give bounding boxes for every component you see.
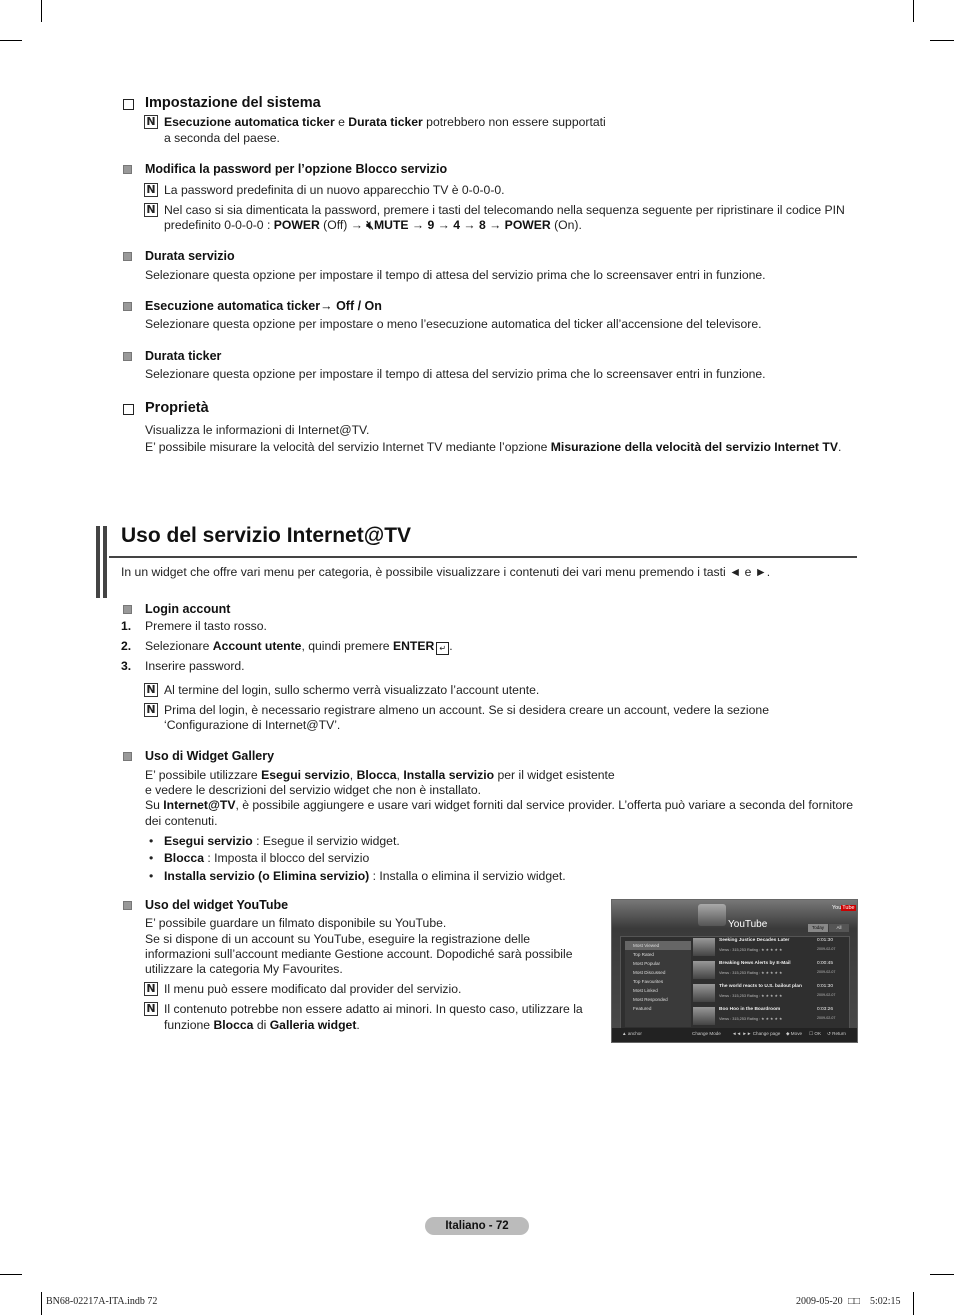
note-text: Esecuzione automatica ticker e Durata ticker potrebbero non essere supportati (164, 115, 606, 129)
step-text: Selezionare Account utente, quindi premere ENTER ↵ . (145, 639, 453, 653)
widget-brand: YouTube (728, 919, 768, 930)
video-item[interactable] (693, 1006, 845, 1026)
youtube-widget-screenshot (611, 899, 858, 1043)
square-bullet (123, 605, 132, 614)
note-icon: N (144, 203, 158, 217)
video-item[interactable] (693, 983, 845, 1003)
item-heading: Esecuzione automatica ticker→ Off / On (145, 299, 382, 313)
footer-hint: ↺ Return (827, 1031, 846, 1036)
note-icon: N (144, 683, 158, 697)
footer-time: 5:02:15 (870, 1296, 901, 1307)
item-heading: Uso del widget YouTube (145, 898, 289, 912)
title-rule (109, 556, 857, 558)
crop-mark (930, 1274, 954, 1275)
enter-icon: ↵ (436, 642, 449, 655)
video-duration: 0:01:30 (817, 938, 834, 943)
footer-hint: ◆ Move (786, 1031, 803, 1036)
body-text: Selezionare questa opzione per impostare il tempo di attesa del servizio prima che lo screensaver entri in funzione. (145, 268, 766, 282)
intro-text: In un widget che offre vari menu per categoria, è possibile visualizzare i contenuti dei vari menu premendo i tasti ◄ e ►. (121, 565, 771, 579)
title-bar-decoration (96, 526, 100, 598)
item-heading: Login account (145, 602, 231, 616)
footer-hint: ◄◄ ►► Change page (732, 1031, 781, 1036)
video-title: Breaking News Alerts by E-Mail (719, 961, 791, 966)
menu-item[interactable]: Most Discussed (633, 970, 666, 975)
crop-mark (930, 40, 954, 41)
section-heading: Proprietà (145, 400, 209, 416)
video-duration: 0:01:30 (817, 984, 834, 989)
note-text: funzione Blocca di Galleria widget. (164, 1018, 360, 1032)
video-views: Views : 315,253 Rating : ★ ★ ★ ★ ★ (719, 1017, 783, 1021)
video-date: 2009-02-07 (817, 1016, 836, 1020)
mute-icon: 🔇︎ (366, 218, 374, 232)
video-thumbnail (693, 1007, 715, 1025)
menu-item[interactable]: Most Responded (633, 997, 668, 1002)
crop-mark (913, 1292, 914, 1315)
note-text: Il contenuto potrebbe non essere adatto ai minori. In questo caso, utilizzare la (164, 1002, 583, 1016)
menu-item[interactable]: Most Popular (633, 961, 661, 966)
body-text: utilizzare la categoria My Favourites. (145, 962, 343, 976)
video-item[interactable] (693, 960, 845, 980)
square-bullet (123, 302, 132, 311)
step-text: Premere il tasto rosso. (145, 619, 267, 633)
body-text: Visualizza le informazioni di Internet@TV. (145, 423, 370, 437)
widget-content (620, 936, 850, 1032)
footer-hint: ☐ OK (809, 1031, 822, 1036)
note-text: Al termine del login, sullo schermo verrà visualizzato l’account utente. (164, 683, 540, 697)
body-text: Selezionare questa opzione per impostare il tempo di attesa del servizio prima che lo screensaver entri in funzione. (145, 367, 766, 381)
video-title: Seeking Justice Decades Later (719, 938, 790, 943)
note-text: Prima del login, è necessario registrare almeno un account. Se si desidera creare un account, vedere la sezione (164, 703, 769, 717)
menu-item[interactable]: Featured (633, 1006, 652, 1011)
body-text: Selezionare questa opzione per impostare o meno l’esecuzione automatica del ticker all’accensione del televisore. (145, 317, 762, 331)
step-item: 3. (121, 659, 132, 673)
menu-item[interactable]: Most Viewed (625, 941, 691, 950)
item-heading: Durata ticker (145, 349, 222, 363)
video-date: 2009-02-07 (817, 970, 836, 974)
bullet-item: Blocca : Imposta il blocco del servizio (164, 851, 370, 865)
note-text: predefinito 0-0-0-0 : POWER (Off) → 🔇︎MUTE → 9 → 4 → 8 → POWER (On). (164, 218, 582, 232)
square-bullet (123, 901, 132, 910)
body-text: dei contenuti. (145, 814, 218, 828)
step-text: Inserire password. (145, 659, 245, 673)
video-duration: 0:03:26 (817, 1007, 834, 1012)
note-icon: N (144, 183, 158, 197)
item-heading: Durata servizio (145, 249, 235, 263)
video-thumbnail (693, 938, 715, 956)
bullet-dot: • (149, 834, 154, 848)
crop-mark (0, 1274, 22, 1275)
body-text: e vedere le descrizioni del servizio widget che non è installato. (145, 783, 482, 797)
tab-today[interactable]: Today (808, 924, 828, 932)
menu-item[interactable]: Top Favourites (633, 979, 664, 984)
note-icon: N (144, 982, 158, 996)
bullet-item: Esegui servizio : Esegue il servizio widget. (164, 834, 400, 848)
bullet-dot: • (149, 851, 154, 865)
square-bullet (123, 352, 132, 361)
video-thumbnail (693, 961, 715, 979)
video-date: 2009-02-07 (817, 947, 836, 951)
footer-hint: ▲ anchor (622, 1031, 642, 1036)
note-text: Il menu può essere modificato dal provider del servizio. (164, 982, 462, 996)
note-text: La password predefinita di un nuovo apparecchio TV è 0-0-0-0. (164, 183, 505, 197)
footer-date: 2009-05-20 (796, 1296, 843, 1307)
square-bullet (123, 252, 132, 261)
note-text: ‘Configurazione di Internet@TV’. (164, 718, 341, 732)
step-item: 1. (121, 619, 132, 633)
body-text: E’ possibile guardare un filmato disponibile su YouTube. (145, 916, 447, 930)
menu-item[interactable]: Most Linked (633, 988, 658, 993)
video-item[interactable] (693, 937, 845, 957)
video-thumbnail (693, 984, 715, 1002)
video-views: Views : 315,253 Rating : ★ ★ ★ ★ ★ (719, 948, 783, 952)
page-number: Italiano - 72 (425, 1217, 529, 1235)
title-bar-decoration (103, 526, 107, 598)
video-title: The world reacts to U.S. bailout plan (719, 984, 802, 989)
square-bullet (123, 752, 132, 761)
page-title: Uso del servizio Internet@TV (121, 524, 412, 547)
step-item: 2. (121, 639, 132, 653)
tab-all[interactable]: All (829, 924, 849, 932)
item-heading: Modifica la password per l’opzione Blocco servizio (145, 162, 448, 176)
crop-mark (0, 40, 22, 41)
category-menu (625, 941, 691, 1027)
video-title: Boo Hoo in the Boardroom (719, 1007, 781, 1012)
section-heading: Impostazione del sistema (145, 95, 321, 111)
video-date: 2009-02-07 (817, 993, 836, 997)
note-icon: N (144, 1002, 158, 1016)
bullet-dot: • (149, 869, 154, 883)
note-text: a seconda del paese. (164, 131, 280, 145)
square-bullet (123, 165, 132, 174)
footer-file: BN68-02217A-ITA.indb 72 (46, 1296, 158, 1307)
footer-hint: Change Mode (692, 1031, 721, 1036)
note-icon: N (144, 115, 158, 129)
body-text: informazioni sull’account mediante Gestione account. Dopodiché sarà possibile (145, 947, 573, 961)
video-duration: 0:00:45 (817, 961, 834, 966)
note-text: Nel caso si sia dimenticata la password, premere i tasti del telecomando nella sequenza seguente per ripristinare il codice PIN (164, 203, 845, 217)
widget-footer (612, 1028, 857, 1042)
menu-item[interactable]: Top Rated (633, 952, 654, 957)
crop-mark (913, 0, 914, 22)
note-icon: N (144, 703, 158, 717)
crop-mark (41, 0, 42, 22)
camera-icon (698, 904, 726, 926)
video-views: Views : 315,253 Rating : ★ ★ ★ ★ ★ (719, 971, 783, 975)
body-text: E’ possibile misurare la velocità del servizio Internet TV mediante l’opzione Misurazione della velocità del servizio Internet TV. (145, 440, 842, 454)
youtube-logo: YouTube (832, 905, 855, 911)
checkbox-bullet (123, 99, 134, 110)
checkbox-bullet (123, 404, 134, 415)
crop-mark (41, 1292, 42, 1315)
footer-boxes: □□ (848, 1296, 861, 1307)
body-text: Se si dispone di un account su YouTube, eseguire la registrazione delle (145, 932, 531, 946)
item-heading: Uso di Widget Gallery (145, 749, 275, 763)
bullet-item: Installa servizio (o Elimina servizio) : Installa o elimina il servizio widget. (164, 869, 566, 883)
body-text: Su Internet@TV, è possibile aggiungere e usare vari widget forniti dal service provider. L’offerta può variare a seconda del fornitore (145, 798, 854, 812)
body-text: E’ possibile utilizzare Esegui servizio, Blocca, Installa servizio per il widget esistente (145, 768, 615, 782)
video-views: Views : 315,253 Rating : ★ ★ ★ ★ ★ (719, 994, 783, 998)
